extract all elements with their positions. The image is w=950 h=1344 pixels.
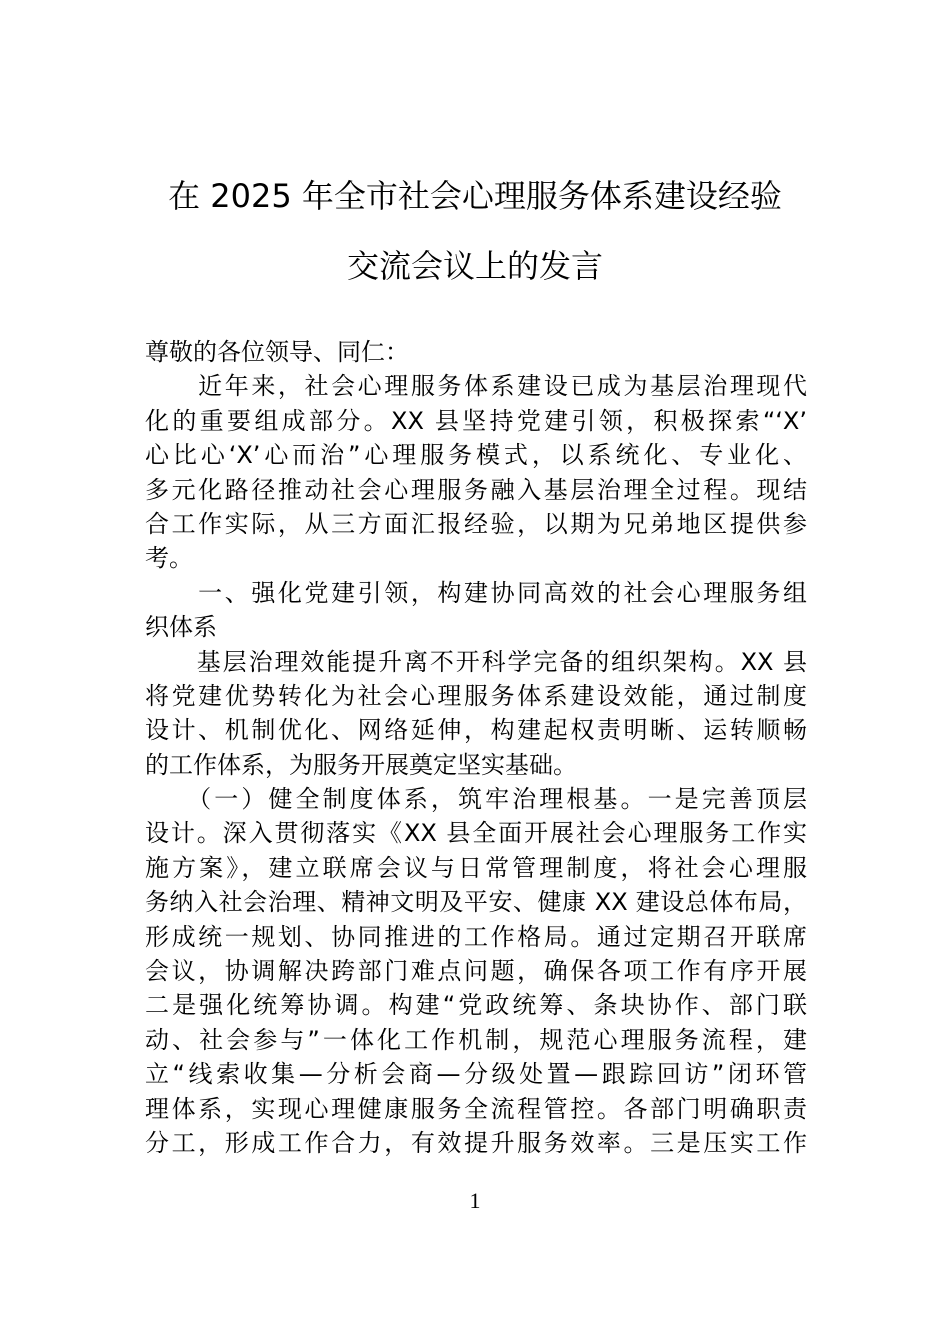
text-line: （一）健全制度体系，筑牢治理根基。一是完善顶层 bbox=[145, 785, 807, 814]
text-line: 设计。深入贯彻落实《XX 县全面开展社会心理服务工作实 bbox=[145, 819, 807, 848]
text-line: 务纳入社会治理、精神文明及平安、健康 XX 建设总体布局， bbox=[145, 888, 807, 917]
text-line: 织体系 bbox=[145, 613, 217, 642]
text-line: 考。 bbox=[145, 544, 193, 573]
text-line: 的工作体系，为服务开展奠定坚实基础。 bbox=[145, 750, 577, 779]
text-line: 分工，形成工作合力，有效提升服务效率。三是压实工作 bbox=[145, 1128, 807, 1157]
salutation bbox=[145, 335, 807, 369]
paragraph bbox=[145, 369, 807, 575]
text-line: 近年来，社会心理服务体系建设已成为基层治理现代 bbox=[145, 372, 807, 401]
text-line: 形成统一规划、协同推进的工作格局。通过定期召开联席 bbox=[145, 922, 807, 951]
text-line: 立“线索收集—分析会商—分级处置—跟踪回访”闭环管 bbox=[145, 1060, 807, 1089]
text-line: 设计、机制优化、网络延伸，构建起权责明晰、运转顺畅 bbox=[145, 716, 807, 745]
page-number: 1 bbox=[469, 1188, 481, 1213]
text-line: 理体系，实现心理健康服务全流程管控。各部门明确职责 bbox=[145, 1094, 807, 1123]
text-line: 化的重要组成部分。XX 县坚持党建引领，积极探索“‘X’ bbox=[145, 406, 807, 435]
document-body bbox=[145, 335, 807, 1160]
text-line: 施方案》，建立联席会议与日常管理制度，将社会心理服 bbox=[145, 853, 807, 882]
text-line: 合工作实际，从三方面汇报经验，以期为兄弟地区提供参 bbox=[145, 509, 807, 538]
paragraph bbox=[145, 645, 807, 783]
text-line: 多元化路径推动社会心理服务融入基层治理全过程。现结 bbox=[145, 475, 807, 504]
text-line: 基层治理效能提升离不开科学完备的组织架构。XX 县 bbox=[145, 647, 807, 676]
text-line: 将党建优势转化为社会心理服务体系建设效能，通过制度 bbox=[145, 681, 807, 710]
text-line: 一、强化党建引领，构建协同高效的社会心理服务组 bbox=[145, 578, 807, 607]
paragraph bbox=[145, 782, 807, 1160]
text-line: 会议，协调解决跨部门难点问题，确保各项工作有序开展 bbox=[145, 957, 807, 986]
text-line: 心比心‘X’心而治”心理服务模式，以系统化、专业化、 bbox=[145, 441, 807, 470]
text-line: 动、社会参与”一体化工作机制，规范心理服务流程，建 bbox=[145, 1025, 807, 1054]
document-title-line-1: 在 2025 年全市社会心理服务体系建设经验 bbox=[168, 177, 782, 215]
paragraph bbox=[145, 576, 807, 645]
document-title-line-2: 交流会议上的发言 bbox=[346, 247, 603, 285]
text-line: 二是强化统筹协调。构建“党政统筹、条块协作、部门联 bbox=[145, 991, 807, 1020]
text-line: 尊敬的各位领导、同仁： bbox=[145, 338, 409, 366]
